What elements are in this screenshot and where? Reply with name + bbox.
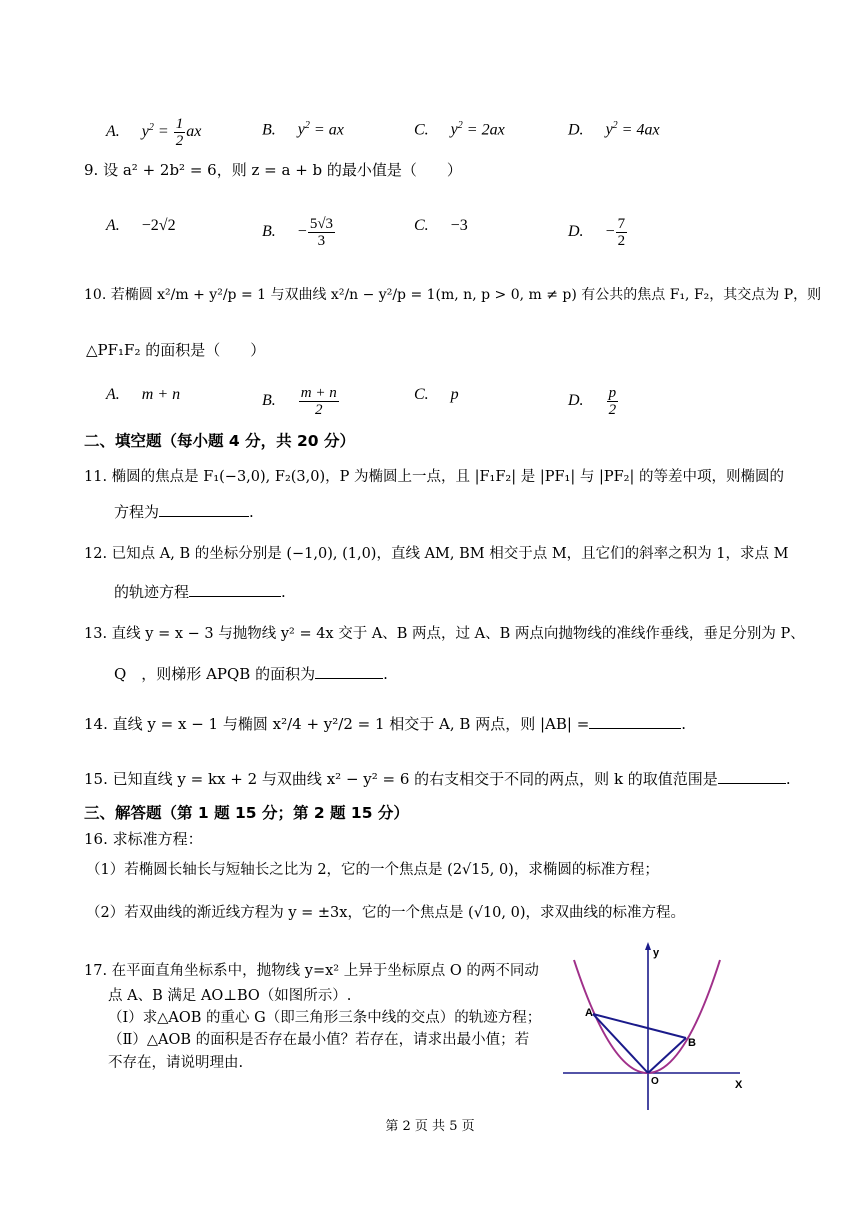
q8-option-c: C. $y^2 = 2ax$	[414, 120, 505, 139]
q17-line3: （Ⅰ）求△AOB 的重心 G（即三角形三条中线的交点）的轨迹方程；	[108, 1010, 542, 1026]
q17-line1: 17. 在平面直角坐标系中，抛物线 y=x² 上异于坐标原点 O 的两不同动	[84, 963, 539, 979]
q8-option-b: B. $y^2$ = ax	[262, 120, 344, 139]
q10-option-a: A. m + n	[106, 386, 181, 403]
q11-stem-line1: 11. 椭圆的焦点是 F₁(−3,0), F₂(3,0)，P 为椭圆上一点，且 |F₁F₂| 是 |PF₁| 与 |PF₂| 的等差中项，则椭圆的	[84, 469, 784, 485]
q12-stem-line2: 的轨迹方程 .	[114, 583, 286, 601]
q10-stem-line1: 10. 若椭圆 x²/m + y²/p = 1 与双曲线 x²/n − y²/p = 1(m, n, p > 0, m ≠ p) 有公共的焦点 F₁, F₂，其交点为 P，则	[84, 287, 822, 303]
q12-text: 的轨迹方程	[114, 583, 190, 601]
label-y: y	[653, 947, 660, 959]
q15-text: 15. 已知直线 y = kx + 2 与双曲线 x² − y² = 6 的右支相交于不同的两点，则 k 的取值范围是	[84, 770, 718, 788]
y-axis-arrow-icon	[645, 942, 651, 950]
option-label: D.	[568, 121, 584, 139]
answer-blank	[159, 502, 249, 517]
option-label: B.	[262, 392, 276, 410]
q10-option-d: D. $\frac{p}{2}$	[568, 385, 617, 418]
q9-option-c: C. −3	[414, 217, 468, 234]
q9-option-d: D. − $\frac{7}{2}$	[568, 216, 626, 249]
q10-option-b: B. $\frac{m + n}{2}$	[262, 385, 337, 418]
option-label: D.	[568, 223, 584, 241]
label-a: A	[585, 1007, 593, 1019]
q10-stem-line2: △PF₁F₂ 的面积是（ ）	[86, 341, 266, 359]
parabola-figure	[560, 940, 750, 1115]
option-label: A.	[106, 123, 120, 141]
q11-text: 方程为	[114, 503, 160, 521]
q13-stem-line1: 13. 直线 y = x − 3 与抛物线 y² = 4x 交于 A、B 两点，过 A、B 两点向抛物线的准线作垂线，垂足分别为 P、	[84, 626, 805, 642]
q9-option-b: B. − $\frac{5√3}{3}$	[262, 216, 334, 249]
q8-option-a: A. $y^2$ = $\frac{1}{2}$ ax	[106, 116, 202, 149]
q16-part1: （1）若椭圆长轴长与短轴长之比为 2，它的一个焦点是 (2√15, 0)，求椭圆的标准方程；	[86, 862, 659, 878]
q12-stem-line1: 12. 已知点 A, B 的坐标分别是 (−1,0), (1,0)，直线 AM, BM 相交于点 M，且它们的斜率之积为 1，求点 M	[84, 546, 789, 562]
q11-stem-line2: 方程为 .	[114, 503, 254, 521]
q16-title: 16. 求标准方程：	[84, 830, 203, 848]
segment-ao	[593, 1014, 648, 1073]
segment-bo	[648, 1038, 686, 1073]
label-b: B	[688, 1037, 696, 1049]
answer-blank	[315, 664, 383, 679]
q15-stem: 15. 已知直线 y = kx + 2 与双曲线 x² − y² = 6 的右支相交于不同的两点，则 k 的取值范围是 .	[84, 770, 791, 788]
q13-text: Q ，则梯形 APQB 的面积为	[114, 665, 316, 683]
q17-line5: 不存在，请说明理由.	[108, 1055, 244, 1071]
q17-line4: （Ⅱ）△AOB 的面积是否存在最小值？若存在，请求出最小值；若	[108, 1032, 530, 1048]
option-label: B.	[262, 121, 276, 139]
q8-option-d: D. $y^2 = 4ax$	[568, 120, 660, 139]
q13-stem-line2: Q ，则梯形 APQB 的面积为 .	[114, 665, 388, 683]
q9-stem: 9. 设 a² + 2b² = 6，则 z = a + b 的最小值是（ ）	[84, 161, 462, 179]
option-label: A.	[106, 386, 120, 403]
q14-text: 14. 直线 y = x − 1 与椭圆 x²/4 + y²/2 = 1 相交于 A, B 两点，则 |AB| =	[84, 715, 590, 733]
option-label: D.	[568, 392, 584, 410]
page-footer: 第 2 页 共 5 页	[385, 1119, 475, 1134]
answer-blank	[589, 714, 681, 729]
label-x: X	[735, 1079, 743, 1091]
q16-part2: （2）若双曲线的渐近线方程为 y = ±3x，它的一个焦点是 (√10, 0)，求双曲线的标准方程。	[86, 905, 685, 921]
option-label: C.	[414, 386, 429, 403]
option-label: C.	[414, 217, 429, 234]
q9-option-a: A. −2√2	[106, 217, 176, 234]
label-o: O	[651, 1076, 659, 1087]
section-2-heading: 二、填空题（每小题 4 分，共 20 分）	[84, 432, 355, 450]
segment-ab	[593, 1014, 686, 1038]
answer-blank	[718, 769, 786, 784]
answer-blank	[189, 582, 281, 597]
option-label: B.	[262, 223, 276, 241]
q14-stem: 14. 直线 y = x − 1 与椭圆 x²/4 + y²/2 = 1 相交于 A, B 两点，则 |AB| = .	[84, 715, 687, 733]
option-label: C.	[414, 121, 429, 139]
option-label: A.	[106, 217, 120, 234]
q17-line2: 点 A、B 满足 AO⊥BO（如图所示）.	[108, 988, 352, 1004]
section-3-heading: 三、解答题（第 1 题 15 分；第 2 题 15 分）	[84, 804, 409, 822]
q10-option-c: C. p	[414, 386, 459, 403]
